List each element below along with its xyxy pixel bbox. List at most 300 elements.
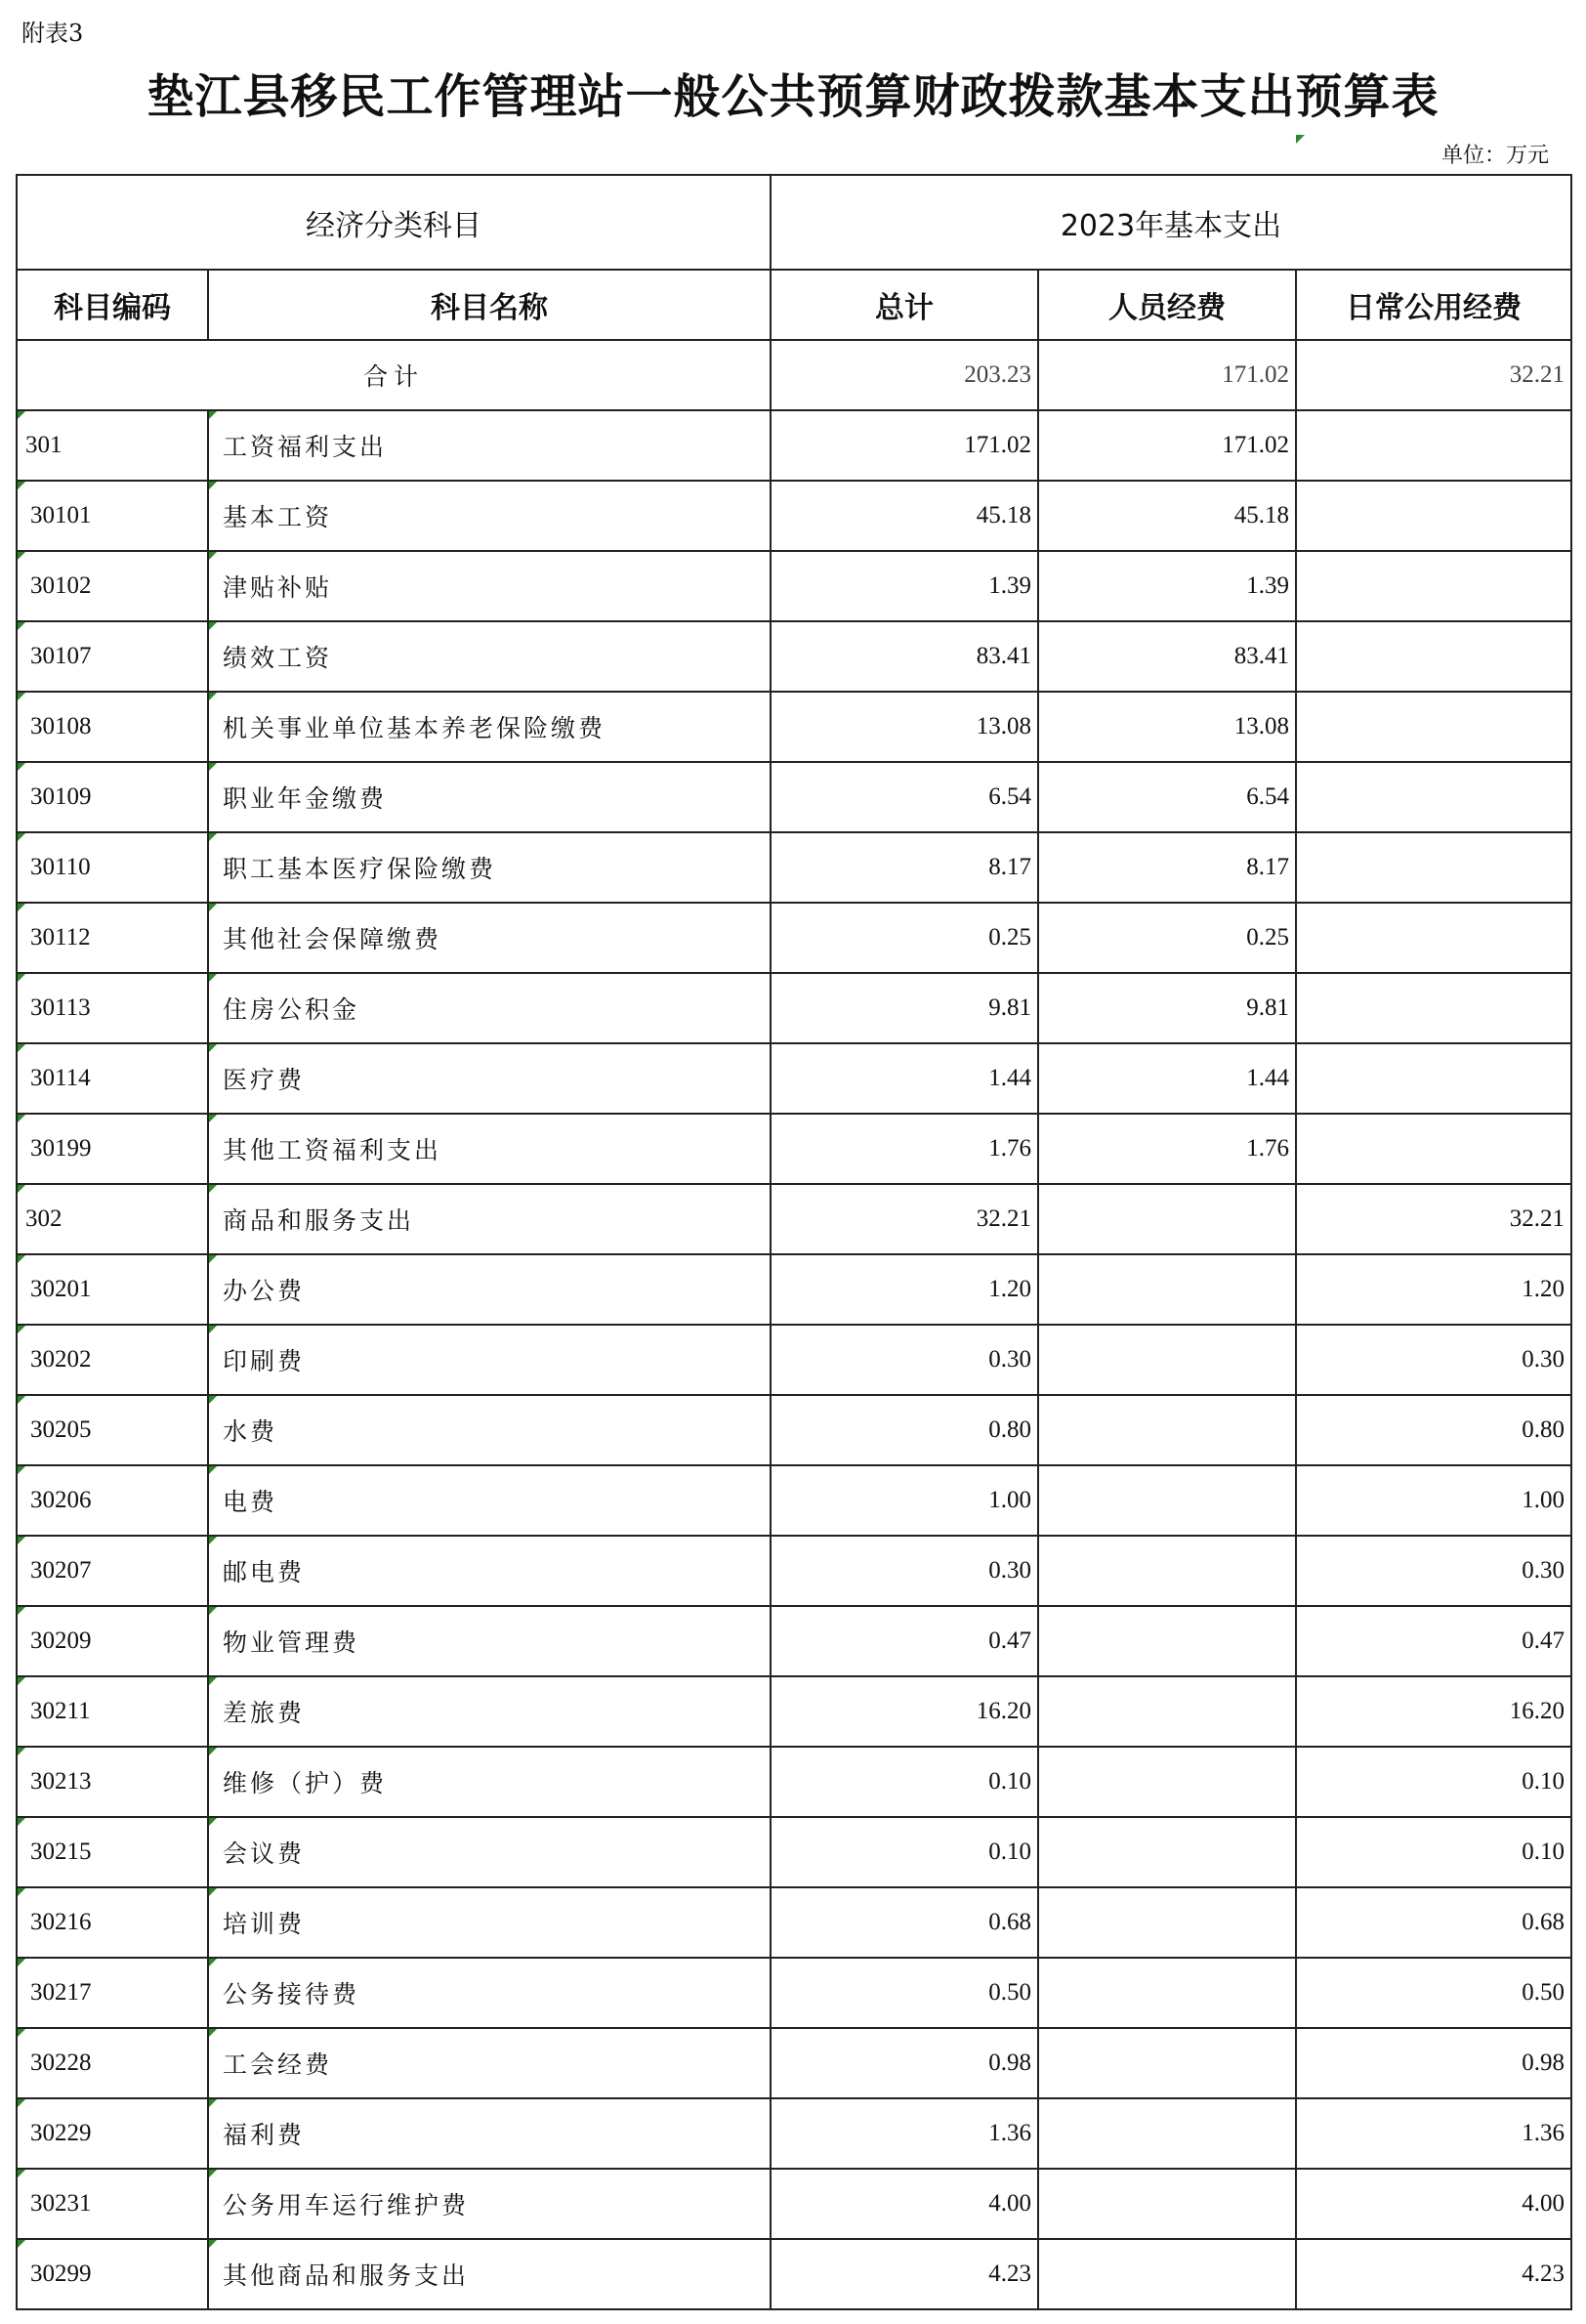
- row-total: [771, 903, 1038, 973]
- row-personnel: [1038, 1043, 1296, 1114]
- row-public: [1296, 1395, 1571, 1465]
- row-personnel-text: 1.76: [1246, 1135, 1289, 1162]
- row-personnel: [1038, 621, 1296, 692]
- row-public-text: 1.20: [1522, 1276, 1565, 1302]
- row-code: [17, 481, 208, 551]
- row-code: [17, 1536, 208, 1606]
- row-code-text: 30113: [30, 994, 91, 1021]
- cell-marker-icon: [18, 974, 25, 982]
- row-public: [1296, 410, 1571, 481]
- row-total-text: 1.00: [988, 1487, 1031, 1513]
- row-total-text: 4.00: [988, 2190, 1031, 2217]
- cell-marker-icon: [18, 693, 25, 700]
- row-total-text: 0.47: [988, 1627, 1031, 1654]
- budget-table: [16, 174, 1572, 2310]
- row-name: [208, 692, 771, 762]
- table-row: [17, 551, 1571, 621]
- row-personnel: [1038, 1184, 1296, 1254]
- row-total: [771, 2028, 1038, 2098]
- row-total-text: 4.23: [988, 2261, 1031, 2287]
- row-total-text: 83.41: [976, 643, 1031, 669]
- cell-marker-icon: [209, 2029, 217, 2037]
- row-name: [208, 2098, 771, 2169]
- unit-label: 单位：万元: [1440, 144, 1549, 168]
- row-public-text: 4.23: [1522, 2261, 1565, 2287]
- row-personnel: [1038, 1606, 1296, 1676]
- row-name: [208, 2169, 771, 2239]
- table-row: [17, 2028, 1571, 2098]
- cell-marker-icon: [209, 1115, 217, 1122]
- row-name-text: 商品和服务支出: [223, 1206, 415, 1235]
- row-total: [771, 1254, 1038, 1325]
- row-total-text: 9.81: [988, 994, 1031, 1021]
- row-public: [1296, 1606, 1571, 1676]
- row-name-text: 培训费: [223, 1910, 306, 1938]
- row-name: [208, 1114, 771, 1184]
- table-row: [17, 1465, 1571, 1536]
- cell-marker-icon: [209, 1677, 217, 1685]
- row-code: [17, 2098, 208, 2169]
- table-row: [17, 621, 1571, 692]
- row-name-text: 会议费: [223, 1839, 306, 1868]
- row-code-text: 30108: [30, 713, 92, 739]
- cell-marker-icon: [18, 552, 25, 560]
- row-personnel: [1038, 762, 1296, 832]
- row-personnel-text: 1.39: [1246, 572, 1289, 599]
- row-code-text: 30299: [30, 2261, 92, 2287]
- row-code-text: 30229: [30, 2120, 92, 2146]
- row-name: [208, 2239, 771, 2309]
- row-code-text: 30202: [30, 1346, 92, 1373]
- row-code-text: 30228: [30, 2049, 92, 2076]
- row-public: [1296, 2169, 1571, 2239]
- row-personnel: [1038, 692, 1296, 762]
- row-total-text: 13.08: [976, 713, 1031, 739]
- row-total: [771, 832, 1038, 903]
- row-name-text: 维修（护）费: [223, 1769, 388, 1797]
- table-row: [17, 2169, 1571, 2239]
- row-code: [17, 621, 208, 692]
- row-name: [208, 551, 771, 621]
- header-basic-expenditure-2023: 2023年基本支出: [771, 175, 1571, 270]
- row-total-text: 1.76: [988, 1135, 1031, 1162]
- table-row: [17, 410, 1571, 481]
- row-code-text: 30109: [30, 783, 92, 810]
- row-total: [771, 1958, 1038, 2028]
- row-name-text: 其他工资福利支出: [223, 1136, 442, 1164]
- row-code: [17, 1043, 208, 1114]
- row-total: [771, 973, 1038, 1043]
- row-personnel: [1038, 1958, 1296, 2028]
- table-row: [17, 481, 1571, 551]
- row-total-text: 1.39: [988, 572, 1031, 599]
- row-total-text: 45.18: [976, 502, 1031, 528]
- row-total: [771, 1536, 1038, 1606]
- row-code: [17, 2169, 208, 2239]
- cell-marker-icon: [18, 2029, 25, 2037]
- row-name-text: 差旅费: [223, 1699, 306, 1727]
- row-total-text: 16.20: [976, 1698, 1031, 1724]
- page-title: 垫江县移民工作管理站一般公共预算财政拨款基本支出预算表: [146, 69, 1440, 124]
- row-public: [1296, 1325, 1571, 1395]
- cell-marker-icon: [18, 763, 25, 771]
- row-total: [771, 1676, 1038, 1747]
- row-public-text: 0.30: [1522, 1346, 1565, 1373]
- row-name-text: 津贴补贴: [223, 573, 333, 602]
- row-public: [1296, 832, 1571, 903]
- cell-marker-icon: [18, 1818, 25, 1826]
- header-public: 日常公用经费: [1296, 270, 1571, 340]
- row-code-text: 30101: [30, 502, 92, 528]
- cell-marker-icon: [209, 1185, 217, 1193]
- row-public: [1296, 1747, 1571, 1817]
- row-total: [771, 1184, 1038, 1254]
- row-code: [17, 1254, 208, 1325]
- cell-marker-icon: [18, 1255, 25, 1263]
- header-personnel: 人员经费: [1038, 270, 1296, 340]
- row-personnel-text: 6.54: [1246, 783, 1289, 810]
- row-public-text: 0.10: [1522, 1768, 1565, 1795]
- row-name-text: 绩效工资: [223, 644, 333, 672]
- row-code: [17, 1606, 208, 1676]
- table-row: [17, 903, 1571, 973]
- total-total: 203.23: [771, 340, 1038, 410]
- row-code: [17, 762, 208, 832]
- row-code-text: 30231: [30, 2190, 92, 2217]
- row-total: [771, 1606, 1038, 1676]
- row-personnel: [1038, 2028, 1296, 2098]
- row-total: [771, 410, 1038, 481]
- row-code-text: 30213: [30, 1768, 92, 1795]
- cell-marker-icon: [209, 1326, 217, 1333]
- table-row: [17, 692, 1571, 762]
- row-name: [208, 1817, 771, 1887]
- row-personnel-text: 8.17: [1246, 854, 1289, 880]
- row-total: [771, 551, 1038, 621]
- row-public: [1296, 1043, 1571, 1114]
- cell-marker-icon: [209, 1044, 217, 1052]
- row-total-text: 0.30: [988, 1557, 1031, 1584]
- row-personnel: [1038, 1817, 1296, 1887]
- row-name: [208, 762, 771, 832]
- row-public-text: 0.47: [1522, 1627, 1565, 1654]
- table-row: [17, 1747, 1571, 1817]
- row-public: [1296, 1887, 1571, 1958]
- row-personnel: [1038, 2239, 1296, 2309]
- row-personnel: [1038, 1676, 1296, 1747]
- row-code: [17, 832, 208, 903]
- cell-marker-icon: [18, 1607, 25, 1615]
- cell-marker-icon: [209, 1888, 217, 1896]
- cell-marker-icon: [209, 693, 217, 700]
- row-name-text: 公务用车运行维护费: [223, 2191, 470, 2219]
- cell-marker-icon: [209, 411, 217, 419]
- row-total-text: 171.02: [964, 432, 1031, 458]
- cell-marker-icon: [18, 622, 25, 630]
- row-name-text: 其他社会保障缴费: [223, 925, 442, 953]
- row-public-text: 4.00: [1522, 2190, 1565, 2217]
- table-row: [17, 1184, 1571, 1254]
- table-row: [17, 2239, 1571, 2309]
- row-name-text: 电费: [223, 1488, 278, 1516]
- header-name: 科目名称: [208, 270, 771, 340]
- row-total-text: 1.20: [988, 1276, 1031, 1302]
- row-name-text: 办公费: [223, 1277, 306, 1305]
- row-name: [208, 973, 771, 1043]
- row-total-text: 0.50: [988, 1979, 1031, 2006]
- row-total: [771, 2098, 1038, 2169]
- table-row: [17, 1254, 1571, 1325]
- row-public: [1296, 1114, 1571, 1184]
- row-public: [1296, 762, 1571, 832]
- table-row: [17, 1325, 1571, 1395]
- cell-marker-icon: [18, 1115, 25, 1122]
- row-code: [17, 1817, 208, 1887]
- cell-marker-icon: [209, 904, 217, 911]
- row-code: [17, 1465, 208, 1536]
- row-name: [208, 1606, 771, 1676]
- cell-marker-icon: [209, 1466, 217, 1474]
- row-total: [771, 1817, 1038, 1887]
- row-public: [1296, 1184, 1571, 1254]
- cell-marker-icon: [18, 833, 25, 841]
- table-row: [17, 832, 1571, 903]
- row-public: [1296, 2098, 1571, 2169]
- row-total-text: 32.21: [976, 1205, 1031, 1232]
- table-row: [17, 973, 1571, 1043]
- row-code-text: 30112: [30, 924, 91, 951]
- table-row: [17, 1606, 1571, 1676]
- row-name: [208, 481, 771, 551]
- row-personnel: [1038, 1465, 1296, 1536]
- row-public: [1296, 621, 1571, 692]
- row-personnel: [1038, 1887, 1296, 1958]
- cell-marker-icon: [209, 763, 217, 771]
- row-public-text: 0.10: [1522, 1838, 1565, 1865]
- cell-marker-icon: [209, 1959, 217, 1966]
- row-code-text: 301: [25, 432, 63, 458]
- cell-marker-icon: [209, 552, 217, 560]
- row-personnel: [1038, 903, 1296, 973]
- row-code-text: 30209: [30, 1627, 92, 1654]
- row-total-text: 0.10: [988, 1838, 1031, 1865]
- row-code-text: 30207: [30, 1557, 92, 1584]
- row-personnel: [1038, 481, 1296, 551]
- row-name: [208, 832, 771, 903]
- cell-marker-icon: [18, 1044, 25, 1052]
- row-code-text: 30217: [30, 1979, 92, 2006]
- row-code-text: 30199: [30, 1135, 92, 1162]
- cell-marker-icon: [18, 1396, 25, 1404]
- row-personnel-text: 171.02: [1222, 432, 1289, 458]
- row-personnel: [1038, 832, 1296, 903]
- row-public: [1296, 903, 1571, 973]
- cell-marker-icon: [18, 1888, 25, 1896]
- row-personnel-text: 13.08: [1233, 713, 1289, 739]
- row-total-text: 0.30: [988, 1346, 1031, 1373]
- row-name-text: 福利费: [223, 2121, 306, 2149]
- row-total: [771, 2169, 1038, 2239]
- total-row: [17, 340, 1571, 410]
- table-row: [17, 1114, 1571, 1184]
- row-name-text: 基本工资: [223, 503, 333, 531]
- row-personnel: [1038, 2098, 1296, 2169]
- cell-marker-icon: [209, 1396, 217, 1404]
- row-public-text: 16.20: [1509, 1698, 1565, 1724]
- row-public-text: 1.00: [1522, 1487, 1565, 1513]
- row-code: [17, 1887, 208, 1958]
- row-code-text: 30215: [30, 1838, 92, 1865]
- row-code: [17, 1395, 208, 1465]
- cell-marker-icon: [18, 1466, 25, 1474]
- row-personnel: [1038, 973, 1296, 1043]
- row-code-text: 30206: [30, 1487, 92, 1513]
- row-personnel: [1038, 2169, 1296, 2239]
- row-name-text: 工资福利支出: [223, 433, 388, 461]
- row-name-text: 职工基本医疗保险缴费: [223, 855, 497, 883]
- row-public-text: 0.68: [1522, 1909, 1565, 1935]
- table-row: [17, 2098, 1571, 2169]
- row-personnel: [1038, 551, 1296, 621]
- row-name: [208, 1676, 771, 1747]
- row-name-text: 物业管理费: [223, 1628, 360, 1657]
- row-name-text: 其他商品和服务支出: [223, 2261, 470, 2290]
- row-code: [17, 1747, 208, 1817]
- row-code-text: 30107: [30, 643, 92, 669]
- row-total-text: 0.98: [988, 2049, 1031, 2076]
- row-total: [771, 2239, 1038, 2309]
- row-name: [208, 1043, 771, 1114]
- row-personnel: [1038, 1747, 1296, 1817]
- row-total-text: 0.10: [988, 1768, 1031, 1795]
- row-name-text: 职业年金缴费: [223, 784, 388, 813]
- cell-marker-icon: [18, 2099, 25, 2107]
- row-name-text: 住房公积金: [223, 995, 360, 1024]
- row-personnel-text: 9.81: [1246, 994, 1289, 1021]
- cell-marker-icon: [209, 1748, 217, 1755]
- row-personnel: [1038, 1325, 1296, 1395]
- header-code: 科目编码: [17, 270, 208, 340]
- row-total: [771, 762, 1038, 832]
- row-code-text: 302: [25, 1205, 63, 1232]
- row-personnel: [1038, 1536, 1296, 1606]
- row-public-text: 1.36: [1522, 2120, 1565, 2146]
- row-name-text: 水费: [223, 1417, 278, 1446]
- row-code-text: 30201: [30, 1276, 92, 1302]
- cell-marker-icon: [18, 411, 25, 419]
- row-public: [1296, 1817, 1571, 1887]
- cell-marker-icon: [18, 1537, 25, 1544]
- row-total-text: 6.54: [988, 783, 1031, 810]
- cell-marker-icon: [18, 904, 25, 911]
- row-code-text: 30216: [30, 1909, 92, 1935]
- table-row: [17, 1676, 1571, 1747]
- cell-marker-icon: [209, 1255, 217, 1263]
- row-code: [17, 2239, 208, 2309]
- row-personnel: [1038, 1254, 1296, 1325]
- row-code-text: 30114: [30, 1065, 91, 1091]
- cell-marker-icon: [209, 974, 217, 982]
- row-name-text: 公务接待费: [223, 1980, 360, 2008]
- row-name-text: 工会经费: [223, 2050, 333, 2079]
- row-public: [1296, 1958, 1571, 2028]
- row-code-text: 30205: [30, 1416, 92, 1443]
- cell-marker-icon: [18, 482, 25, 489]
- total-personnel: 171.02: [1038, 340, 1296, 410]
- row-total: [771, 481, 1038, 551]
- total-label: 合计: [17, 340, 771, 410]
- row-total: [771, 1887, 1038, 1958]
- cell-marker-icon: [18, 1185, 25, 1193]
- row-public-text: 32.21: [1509, 1205, 1565, 1232]
- row-code-text: 30102: [30, 572, 92, 599]
- row-code: [17, 903, 208, 973]
- header-total: 总计: [771, 270, 1038, 340]
- row-name: [208, 1325, 771, 1395]
- row-total-text: 0.68: [988, 1909, 1031, 1935]
- row-code: [17, 410, 208, 481]
- row-public-text: 0.30: [1522, 1557, 1565, 1584]
- row-total: [771, 1043, 1038, 1114]
- cell-marker-icon: [209, 1818, 217, 1826]
- row-personnel-text: 45.18: [1233, 502, 1289, 528]
- header-economic-classification: 经济分类科目: [17, 175, 771, 270]
- row-name: [208, 1958, 771, 2028]
- row-public: [1296, 973, 1571, 1043]
- row-public: [1296, 1676, 1571, 1747]
- cell-marker-icon: [209, 2099, 217, 2107]
- row-code: [17, 1184, 208, 1254]
- row-code: [17, 551, 208, 621]
- row-total-text: 0.25: [988, 924, 1031, 951]
- row-personnel: [1038, 410, 1296, 481]
- row-name: [208, 1747, 771, 1817]
- row-public: [1296, 2239, 1571, 2309]
- row-name: [208, 1254, 771, 1325]
- row-public-text: 0.98: [1522, 2049, 1565, 2076]
- row-code: [17, 1114, 208, 1184]
- cell-marker-icon: [18, 1677, 25, 1685]
- row-total-text: 8.17: [988, 854, 1031, 880]
- cell-marker-icon: [18, 1959, 25, 1966]
- row-total: [771, 1114, 1038, 1184]
- row-code-text: 30110: [30, 854, 91, 880]
- row-personnel-text: 1.44: [1246, 1065, 1289, 1091]
- row-name: [208, 2028, 771, 2098]
- cell-marker-icon: [209, 1537, 217, 1544]
- table-row: [17, 1043, 1571, 1114]
- row-total-text: 1.44: [988, 1065, 1031, 1091]
- row-personnel-text: 83.41: [1233, 643, 1289, 669]
- row-total-text: 1.36: [988, 2120, 1031, 2146]
- row-public: [1296, 2028, 1571, 2098]
- row-code: [17, 2028, 208, 2098]
- table-row: [17, 1395, 1571, 1465]
- row-personnel: [1038, 1114, 1296, 1184]
- cell-marker-icon: [209, 1607, 217, 1615]
- row-name: [208, 1887, 771, 1958]
- row-code: [17, 1676, 208, 1747]
- cell-marker-icon: [209, 2170, 217, 2177]
- cell-marker-icon: [209, 482, 217, 489]
- row-public-text: 0.80: [1522, 1416, 1565, 1443]
- row-total: [771, 692, 1038, 762]
- row-public: [1296, 1254, 1571, 1325]
- cell-marker-icon: [18, 2240, 25, 2248]
- row-public: [1296, 481, 1571, 551]
- row-public: [1296, 692, 1571, 762]
- row-name: [208, 410, 771, 481]
